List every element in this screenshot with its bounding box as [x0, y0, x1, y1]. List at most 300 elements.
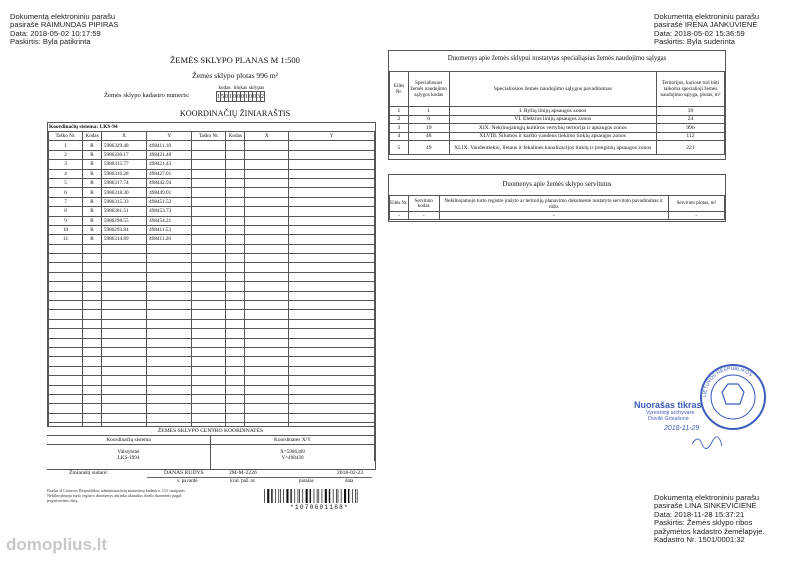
coords-cell — [101, 329, 146, 338]
table-row — [49, 319, 375, 328]
table-row — [49, 404, 375, 413]
barcode-bar — [322, 489, 323, 503]
special-header: Eilės Nr. — [390, 72, 409, 107]
coords-cell — [49, 338, 83, 347]
coordinates-frame — [47, 122, 376, 470]
coords-cell — [289, 169, 375, 178]
special-conditions-table — [389, 71, 725, 155]
coords-cell — [245, 235, 289, 244]
coords-cell: 5986330.17 — [101, 150, 146, 159]
coords-cell — [147, 310, 192, 319]
barcode-bar — [314, 489, 315, 503]
special-header: Teritorijos, kuriose turi būti taikoma specialioji žemės naudojimo sąlyga, plotas, m² — [656, 72, 724, 107]
coords-cell — [101, 254, 146, 263]
cadastre-digit: 0 — [249, 93, 252, 100]
coords-cell — [101, 244, 146, 253]
coords-cell — [147, 301, 192, 310]
coords-cell — [289, 244, 375, 253]
coords-cell — [245, 319, 289, 328]
surveyor-name: DANAS RUDYS — [164, 470, 204, 476]
barcode-bar — [352, 489, 353, 503]
cadastre-digit: 1 — [217, 93, 220, 100]
coords-cell — [83, 385, 102, 394]
servitude-header: Servituto kodas — [408, 196, 439, 212]
coords-cell — [49, 254, 83, 263]
sig-line: pasirašė LINA SINKEVIČIENĖ — [654, 501, 757, 511]
barcode-bar — [329, 489, 330, 503]
cadastre-digit: 1 — [245, 93, 248, 100]
coords-cell — [147, 272, 192, 281]
coords-cell — [101, 263, 146, 272]
coords-cell — [245, 169, 289, 178]
coords-cell: 8 — [49, 207, 83, 216]
special-cell: VI. Elektros linijų apsaugos zonos — [449, 115, 656, 124]
coords-cell — [192, 366, 226, 375]
table-row — [49, 301, 375, 310]
coords-cell — [192, 413, 226, 422]
coords-cell — [192, 197, 226, 206]
table-row — [49, 244, 375, 253]
coords-cell — [192, 404, 226, 413]
coords-cell — [226, 197, 245, 206]
coords-cell — [226, 310, 245, 319]
coords-cell — [147, 347, 192, 356]
servitude-header: Servituto plotas, m² — [668, 196, 724, 212]
coords-cell — [49, 310, 83, 319]
signature-block-bottom-right — [654, 494, 765, 544]
coords-cell — [83, 272, 102, 281]
coords-cell: R — [83, 160, 102, 169]
special-cell: 1 — [390, 107, 409, 116]
coords-cell — [147, 282, 192, 291]
barcode-bar — [275, 489, 276, 503]
sig-line: Kadastro Nr. 1501/0001:32 — [654, 535, 745, 545]
table-row — [49, 150, 375, 159]
knight-emblem-icon — [722, 384, 744, 404]
coords-cell — [83, 404, 102, 413]
coords-cell: 5986298.55 — [101, 216, 146, 225]
coords-cell: R — [83, 150, 102, 159]
coords-cell — [83, 319, 102, 328]
seal-graphic — [698, 362, 768, 432]
coords-title: KOORDINAČIŲ ŽINIARAŠTIS — [179, 109, 291, 118]
coords-cell — [289, 329, 375, 338]
cadastre-digit: 0 — [253, 93, 256, 100]
servitude-title: Duomenys apie žemės sklypo servitutus — [502, 181, 612, 188]
coords-cell — [83, 376, 102, 385]
sig-line: Paskirtis: Byla patikrinta — [10, 37, 91, 47]
center-header-system: Koordinačių sistema — [47, 436, 211, 444]
coords-cell — [49, 385, 83, 394]
table-row — [49, 263, 375, 272]
coords-cell — [245, 329, 289, 338]
cadastre-digit: 1 — [229, 93, 232, 100]
barcode-bar — [294, 489, 295, 503]
sig-line: pažymėtos kadastro žemėlapyje. — [654, 526, 765, 536]
table-row — [49, 169, 375, 178]
coords-cell — [101, 394, 146, 403]
coords-cell — [245, 263, 289, 272]
coords-cell — [226, 169, 245, 178]
sig-line: Paskirtis: Byla suderinta — [654, 37, 736, 47]
coords-cell — [83, 301, 102, 310]
servitude-cell: - — [408, 212, 439, 220]
coords-cell — [226, 357, 245, 366]
coords-cell — [245, 141, 289, 150]
barcode-bar — [357, 489, 358, 503]
surveyor-label: Žiniaraštį sudarė: — [69, 470, 108, 476]
coords-cell — [226, 385, 245, 394]
coords-cell — [226, 235, 245, 244]
special-cell: 2 — [390, 115, 409, 124]
coords-cell — [192, 394, 226, 403]
coords-cell — [49, 404, 83, 413]
coords-cell: 7 — [49, 197, 83, 206]
table-row — [49, 254, 375, 263]
table-row — [390, 132, 725, 141]
coords-cell — [49, 366, 83, 375]
coordinates-table — [48, 131, 375, 461]
sig-line: Dokumentą elektroniniu parašu — [654, 12, 760, 21]
coords-cell — [83, 244, 102, 253]
coords-cell — [245, 216, 289, 225]
servitude-cell: - — [390, 212, 409, 220]
coords-cell — [101, 413, 146, 422]
special-conditions-frame — [388, 50, 726, 160]
coords-cell — [83, 254, 102, 263]
coords-cell — [147, 376, 192, 385]
servitude-header: Nekilnojamojo turto registre įrašyto ar teritorijų planavimo dokumente nustatyto servituto pavadinimas ir rūšis — [439, 196, 668, 212]
table-row — [49, 413, 375, 422]
coords-cell — [83, 263, 102, 272]
barcode-bar — [271, 489, 272, 503]
coords-cell: R — [83, 197, 102, 206]
coords-cell — [49, 376, 83, 385]
table-row — [49, 291, 375, 300]
sig-line: Data: 2018-05-02 15:36:59 — [654, 28, 745, 38]
barcode — [262, 489, 377, 503]
coords-cell: 1 — [49, 141, 83, 150]
special-header: Specialiosios žemės naudojimo sąlygos kodas — [408, 72, 449, 107]
watermark-logo: domoplius.lt — [6, 535, 108, 554]
cadastre-digit: 0 — [237, 93, 240, 100]
coords-cell — [192, 385, 226, 394]
special-cell: XLIX. Vandentiekio, lietaus ir fekalinės kanalizacijos tinklų ir įrenginių apsaugos zonos — [449, 141, 656, 155]
coords-cell — [147, 357, 192, 366]
barcode-bar — [355, 489, 356, 503]
barcode-text: *1070601168* — [290, 504, 349, 511]
coords-cell — [289, 376, 375, 385]
barcode-bar — [290, 489, 291, 503]
table-row — [49, 160, 375, 169]
coords-cell: 2 — [49, 150, 83, 159]
coords-cell — [245, 150, 289, 159]
coords-cell — [226, 160, 245, 169]
table-row — [49, 178, 375, 187]
coords-cell — [289, 366, 375, 375]
coords-cell — [147, 291, 192, 300]
coords-cell — [226, 216, 245, 225]
handwritten-signature — [690, 432, 725, 450]
special-cell: 3 — [390, 124, 409, 133]
coords-cell — [49, 347, 83, 356]
center-system-1: Valstybinė — [117, 449, 140, 455]
coords-cell — [101, 357, 146, 366]
coords-cell — [101, 385, 146, 394]
special-cell: 1 — [408, 107, 449, 116]
special-cell: 5 — [390, 141, 409, 155]
coords-cell — [101, 282, 146, 291]
table-row — [49, 376, 375, 385]
table-row — [49, 338, 375, 347]
barcode-bar — [298, 489, 299, 503]
coords-cell: 5986315.33 — [101, 197, 146, 206]
coords-cell — [147, 329, 192, 338]
table-row — [49, 357, 375, 366]
center-title: ŽEMĖS SKLYPO CENTRO KOORDINATĖS — [47, 427, 374, 436]
stamp-line-1: Vyresnioji archyvarė — [646, 410, 695, 416]
coords-cell — [226, 376, 245, 385]
caption-date: data — [345, 479, 354, 484]
barcode-bar — [267, 489, 269, 503]
coords-cell — [289, 150, 375, 159]
coords-cell: 3 — [49, 160, 83, 169]
barcode-bar — [348, 489, 349, 503]
caption-signature: parašas — [299, 479, 314, 484]
coords-cell: 5986315.77 — [101, 160, 146, 169]
coords-cell — [289, 141, 375, 150]
coords-cell — [289, 413, 375, 422]
special-title: Duomenys apie žemės sklypui nustatytas specialiąsias žemės naudojimo sąlygas — [447, 55, 667, 62]
coords-cell: 5986301.51 — [101, 207, 146, 216]
barcode-bar — [264, 489, 265, 503]
coords-cell: 5 — [49, 178, 83, 187]
coords-cell — [101, 291, 146, 300]
coords-cell — [83, 394, 102, 403]
coords-cell — [192, 207, 226, 216]
coords-cell: R — [83, 169, 102, 178]
coords-cell — [245, 178, 289, 187]
coords-cell — [192, 178, 226, 187]
special-cell: 19 — [408, 124, 449, 133]
center-x: X=5986309 — [280, 449, 305, 455]
coords-cell — [289, 216, 375, 225]
coords-cell — [226, 329, 245, 338]
footnote: Išrašas iš Lietuvos Respublikos administracinių matavimų kadastro. 112 straipsnis. Nekilnojamojo turto registro duomenys atitinka aktualius išrašo duomenis pagal įregistravimo datą. — [47, 488, 186, 503]
coords-cell — [226, 347, 245, 356]
coords-cell — [49, 413, 83, 422]
coords-cell — [49, 291, 83, 300]
coords-cell — [49, 319, 83, 328]
coords-cell — [83, 413, 102, 422]
coords-cell — [226, 263, 245, 272]
coords-cell — [192, 282, 226, 291]
coords-cell — [49, 282, 83, 291]
table-row — [390, 124, 725, 133]
coords-cell — [245, 282, 289, 291]
coords-cell — [245, 347, 289, 356]
plan-area: Žemės sklypo plotas 996 m² — [192, 71, 278, 80]
table-row — [390, 107, 725, 116]
servitude-table — [389, 195, 725, 220]
coords-cell: 5986329.48 — [101, 141, 146, 150]
coords-cell: R — [83, 178, 102, 187]
coords-cell — [245, 338, 289, 347]
coords-cell — [245, 310, 289, 319]
coords-cell — [245, 207, 289, 216]
barcode-bar — [286, 489, 288, 503]
coords-cell — [245, 404, 289, 413]
coords-cell — [226, 141, 245, 150]
barcode-bar — [341, 489, 342, 503]
coords-cell: 5986318.30 — [101, 188, 146, 197]
cadastre-header: blokas — [233, 84, 248, 91]
cadastre-label: Žemės sklypo kadastro numeris: — [104, 92, 190, 99]
coords-cell — [192, 338, 226, 347]
coordinate-system-label: Koordinačių sistema: LKS-94 — [49, 124, 118, 130]
coords-cell: 6 — [49, 188, 83, 197]
special-cell: 39 — [656, 107, 724, 116]
barcode-bar — [317, 489, 318, 503]
coords-cell — [101, 272, 146, 281]
coords-cell — [245, 357, 289, 366]
coords-cell — [226, 207, 245, 216]
coords-cell — [226, 366, 245, 375]
coords-cell — [226, 150, 245, 159]
sig-line: Dokumentą elektroniniu parašu — [654, 493, 760, 502]
coords-cell — [226, 254, 245, 263]
sig-line: Data: 2018-11-28 15:37:21 — [654, 509, 745, 519]
surveyor-date: 2018-02-23 — [337, 470, 364, 476]
cadastre-digit: 0 — [225, 93, 228, 100]
coords-cell — [192, 244, 226, 253]
seal-ring-text: LIETUVOS RESPUBLIKOS — [701, 365, 754, 398]
coords-cell — [49, 244, 83, 253]
coords-cell: 498411.18 — [147, 141, 192, 150]
coords-cell — [289, 310, 375, 319]
signature-block-top-left — [10, 13, 118, 47]
coords-cell: 498453.73 — [147, 207, 192, 216]
coords-cell — [192, 357, 226, 366]
coords-header: X — [101, 132, 146, 141]
coords-cell — [289, 404, 375, 413]
cadastre-digit: 5 — [221, 93, 224, 100]
coords-cell — [289, 197, 375, 206]
coords-cell — [226, 319, 245, 328]
coords-header: Kodas — [226, 132, 245, 141]
coords-cell — [147, 394, 192, 403]
cadastre-digit: 2 — [261, 93, 264, 100]
coords-cell — [289, 235, 375, 244]
coords-header: Taško Nr. — [49, 132, 83, 141]
coords-cell: 5986317.74 — [101, 178, 146, 187]
barcode-bar — [325, 489, 327, 503]
coords-cell — [192, 254, 226, 263]
coords-cell — [192, 319, 226, 328]
coords-cell — [289, 347, 375, 356]
coords-cell — [289, 357, 375, 366]
coords-cell: 9 — [49, 216, 83, 225]
coords-cell — [192, 188, 226, 197]
cadastre-header: kodas — [218, 84, 231, 91]
special-cell: 24 — [656, 115, 724, 124]
coords-cell — [192, 160, 226, 169]
table-row — [49, 197, 375, 206]
table-row — [49, 394, 375, 403]
coords-cell — [83, 329, 102, 338]
coords-cell: 498411.26 — [147, 235, 192, 244]
coords-cell — [101, 338, 146, 347]
special-cell: 996 — [656, 124, 724, 133]
coords-cell — [147, 254, 192, 263]
coords-cell — [192, 235, 226, 244]
cadastre-digit: 0 — [233, 93, 236, 100]
center-coordinates-section — [47, 426, 374, 469]
coords-cell — [192, 310, 226, 319]
special-header: Specialiosios žemės naudojimo sąlygos pavadinimas — [449, 72, 656, 107]
table-row — [49, 385, 375, 394]
barcode-bar — [336, 489, 337, 503]
coords-cell — [226, 394, 245, 403]
coords-cell — [192, 301, 226, 310]
coords-cell: 498449.01 — [147, 188, 192, 197]
coords-cell — [49, 357, 83, 366]
coords-cell — [147, 366, 192, 375]
barcode-bar — [338, 489, 339, 503]
coords-cell — [49, 301, 83, 310]
center-header-xy: Koordinatės X/Y — [274, 437, 311, 443]
special-cell: XIX. Nekilnojamųjų kultūros vertybių teritorija ir apsaugos zonos — [449, 124, 656, 133]
coords-cell: 10 — [49, 225, 83, 234]
coords-cell: 498454.21 — [147, 216, 192, 225]
coords-cell — [226, 178, 245, 187]
coords-cell — [245, 225, 289, 234]
barcode-bar — [280, 489, 281, 503]
coords-cell — [226, 272, 245, 281]
table-row — [49, 188, 375, 197]
coords-cell — [83, 310, 102, 319]
table-row — [49, 235, 375, 244]
coords-cell — [147, 385, 192, 394]
coords-cell — [101, 319, 146, 328]
coords-cell — [245, 301, 289, 310]
coords-cell — [289, 338, 375, 347]
coords-cell: 11 — [49, 235, 83, 244]
coords-cell — [245, 366, 289, 375]
coords-cell — [83, 282, 102, 291]
stamp-date: 2018-11-29 — [664, 425, 700, 432]
coords-cell — [226, 404, 245, 413]
coords-header: Kodas — [83, 132, 102, 141]
coords-cell — [245, 272, 289, 281]
coords-cell — [147, 319, 192, 328]
coords-cell — [101, 310, 146, 319]
cadastre-digit: 0 — [241, 93, 244, 100]
barcode-bar — [299, 489, 300, 503]
coords-header: Taško Nr. — [192, 132, 226, 141]
coords-cell — [49, 263, 83, 272]
coords-cell: R — [83, 235, 102, 244]
sig-line: pasirašė IRENA JANKUVIENĖ — [654, 20, 758, 30]
coords-cell: 498421.40 — [147, 150, 192, 159]
table-row — [49, 207, 375, 216]
coords-cell: 498427.01 — [147, 169, 192, 178]
coords-cell — [147, 404, 192, 413]
stamp-title: Nuorašas tikras — [634, 400, 702, 410]
coords-cell — [192, 329, 226, 338]
coords-cell — [83, 347, 102, 356]
center-system-2: LKS-1994 — [117, 455, 140, 461]
